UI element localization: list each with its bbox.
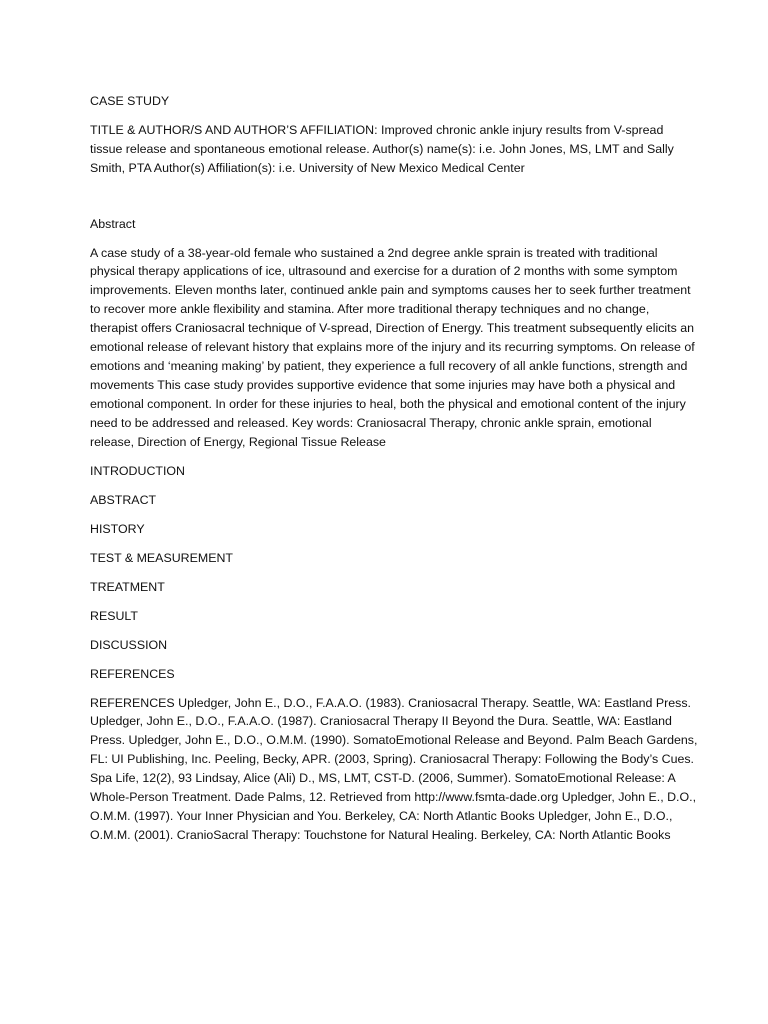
section-heading-test-measurement: TEST & MEASUREMENT	[90, 550, 233, 565]
section-heading-discussion: DISCUSSION	[90, 637, 168, 652]
title-author-affiliation: TITLE & AUTHOR/S AND AUTHOR’S AFFILIATION: Improved chronic ankle injury results from V-spread tissue release and spontaneous emotional release. Author(s) name(s): i.e. John Jones, MS, LMT and Sally Smith, PTA Author(s) Affiliation(s): i.e. University of New Mexico Medical Center	[90, 122, 674, 175]
section-heading-introduction: INTRODUCTION	[90, 463, 185, 478]
references-body: REFERENCES Upledger, John E., D.O., F.A.A.O. (1983). Craniosacral Therapy. Seattle, WA: Eastland Press. Upledger, John E., D.O., F.A.A.O. (1987). Craniosacral Therapy II Beyond the Dura. Seattle, WA: Eastland Press. Upledger, John E., D.O., O.M.M. (1990). SomatoEmotional Release and Beyond. Palm Beach Gardens, FL: UI Publishing, Inc. Peeling, Becky, APR. (2003, Spring). Craniosacral Therapy: Following the Body’s Cues. Spa Life, 12(2), 93 Lindsay, Alice (Ali) D., MS, LMT, CST-D. (2006, Summer). SomatoEmotional Release: A Whole-Person Treatment. Dade Palms, 12. Retrieved from http://www.fsmta-dade.org Upledger, John E., D.O., O.M.M. (1997). Your Inner Physician and You. Berkeley, CA: North Atlantic Books Upledger, John E., D.O., O.M.M. (2001). CranioSacral Therapy: Touchstone for Natural Healing. Berkeley, CA: North Atlantic Books	[90, 695, 698, 842]
abstract-heading: Abstract	[90, 216, 136, 231]
section-heading-abstract: ABSTRACT	[90, 492, 157, 507]
case-study-heading: CASE STUDY	[90, 94, 170, 108]
section-heading-references: REFERENCES	[90, 666, 175, 681]
section-list	[90, 462, 698, 684]
section-heading-result: RESULT	[90, 608, 138, 623]
abstract-body: A case study of a 38-year-old female who sustained a 2nd degree ankle sprain is treated with traditional physical therapy applications of ice, ultrasound and exercise for a duration of 2 months with some symptom improvements. Eleven months later, continued ankle pain and symptoms causes her to seek further treatment to recover more ankle flexibility and stamina. After more traditional therapy techniques and no change, therapist offers Craniosacral technique of V-spread, Direction of Energy. This treatment subsequently elicits an emotional release of relevant history that explains more of the injury and its recurring symptoms. On release of emotions and ‘meaning making’ by patient, they experience a full recovery of all ankle functions, strength and movements This case study provides supportive evidence that some injuries may have both a physical and emotional component. In order for these injuries to heal, both the physical and emotional content of the injury need to be addressed and released. Key words: Craniosacral Therapy, chronic ankle sprain, emotional release, Direction of Energy, Regional Tissue Release	[90, 245, 695, 449]
section-heading-treatment: TREATMENT	[90, 579, 165, 594]
section-heading-history: HISTORY	[90, 521, 145, 536]
